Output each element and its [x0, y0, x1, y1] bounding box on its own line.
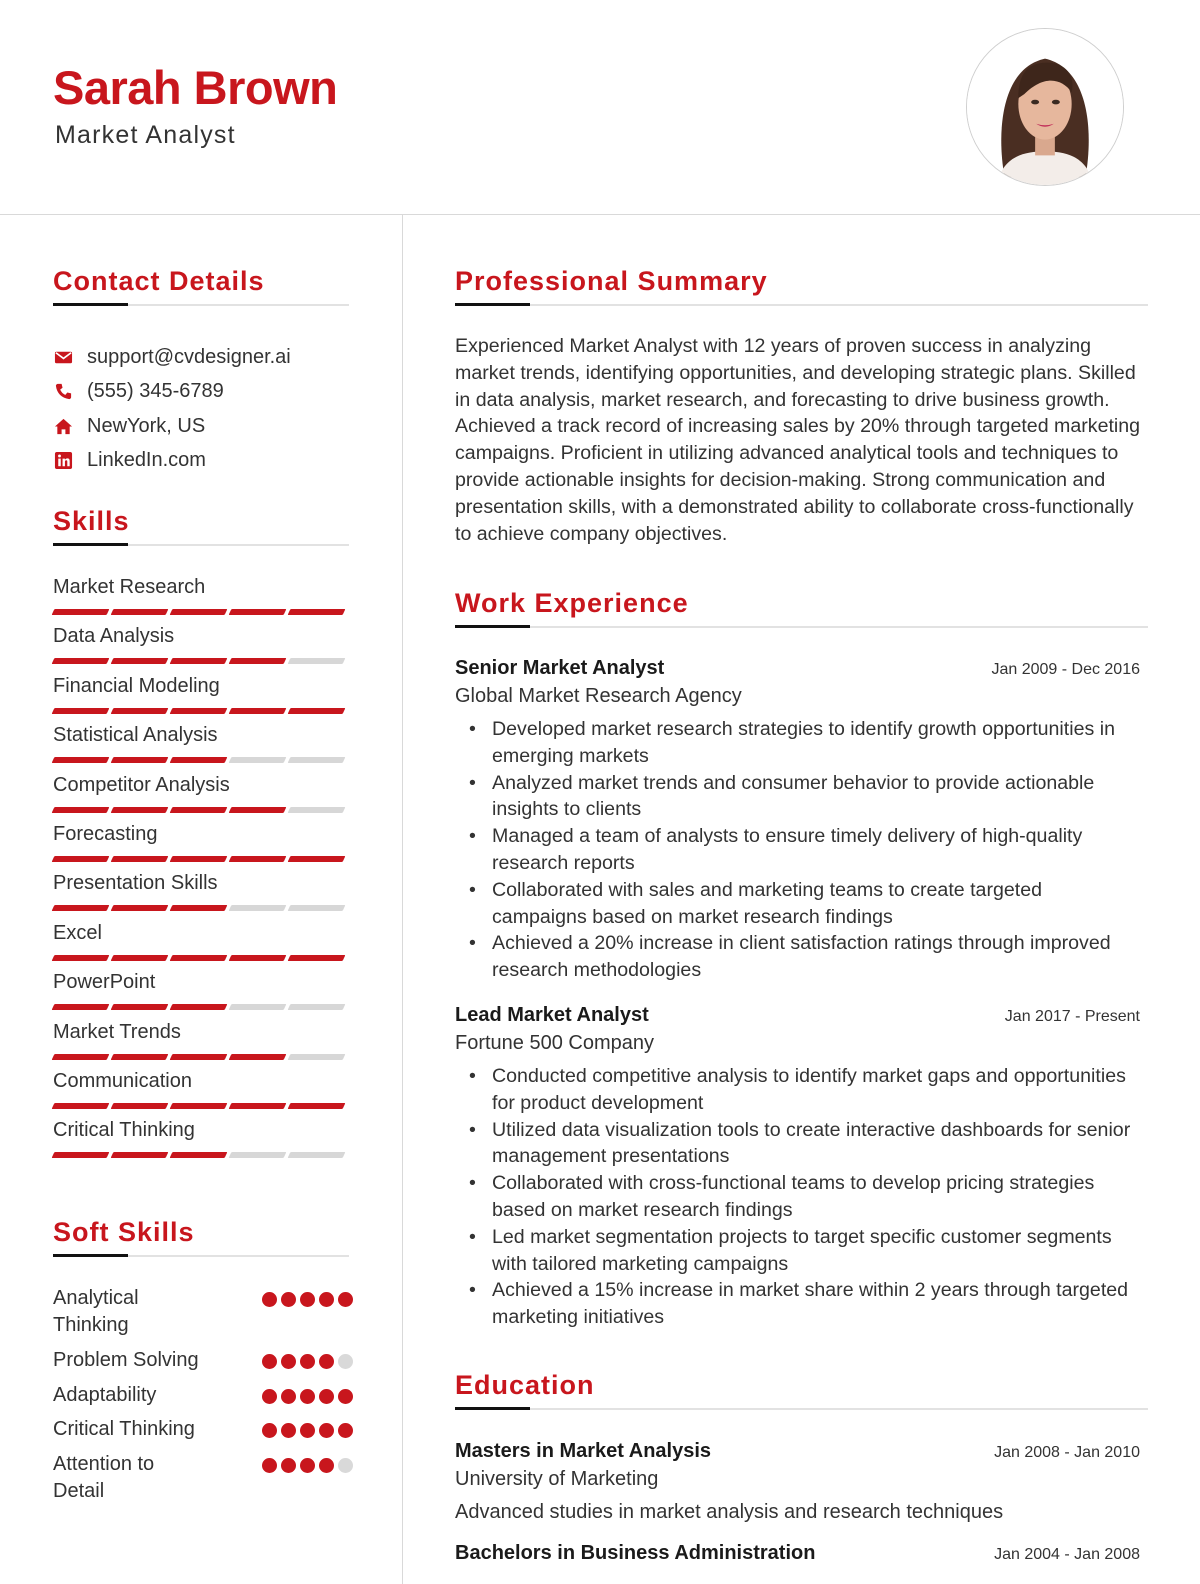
rating-dot [281, 1458, 296, 1473]
skill-level-segment [229, 1152, 287, 1158]
skill-level-segment [288, 1152, 346, 1158]
rating-dot [319, 1354, 334, 1369]
job-bullet: • Achieved a 20% increase in client satisfaction ratings through improved research methodologies [455, 930, 1140, 984]
job-bullet: • Managed a team of analysts to ensure timely delivery of high-quality research reports [455, 823, 1140, 877]
education-section-title: Education [455, 1370, 595, 1400]
home-icon [53, 416, 73, 436]
skill-level-segment [288, 708, 346, 714]
soft-skill-name: Problem Solving [53, 1349, 199, 1371]
skill-level-segment [111, 1152, 169, 1158]
skill-level-segment [229, 905, 287, 911]
contact-email-row [53, 340, 353, 375]
job-bullet: • Led market segmentation projects to target specific customer segments with tailored marketing campaigns [455, 1224, 1140, 1278]
job-entry [455, 657, 1140, 984]
skill-level-segment [229, 1054, 287, 1060]
soft-skill-row [53, 1416, 353, 1451]
skill-level-bar [53, 609, 349, 615]
skill-name: Financial Modeling [53, 674, 220, 697]
rating-dot [319, 1292, 334, 1307]
job-bullet: • Collaborated with cross-functional teams to develop pricing strategies based on market research findings [455, 1170, 1140, 1224]
skill-item [53, 675, 349, 724]
skill-level-segment [229, 609, 287, 615]
job-company: Fortune 500 Company [455, 1032, 655, 1054]
skill-level-segment [170, 658, 228, 664]
skill-level-segment [111, 1103, 169, 1109]
rating-dot [319, 1423, 334, 1438]
skill-item [53, 774, 349, 823]
rating-dot [319, 1458, 334, 1473]
skill-name: Critical Thinking [53, 1119, 195, 1142]
skill-level-segment [52, 955, 110, 961]
soft-skill-name: Attention to Detail [53, 1452, 155, 1502]
skill-level-segment [288, 1004, 346, 1010]
skill-level-bar [53, 905, 349, 911]
job-bullet: • Collaborated with sales and marketing teams to create targeted campaigns based on market research findings [455, 877, 1140, 931]
soft-skills-section-title: Soft Skills [53, 1217, 195, 1247]
contact-section-title: Contact Details [53, 266, 265, 296]
skill-level-segment [170, 955, 228, 961]
skill-name: Forecasting [53, 822, 158, 845]
rating-dot [300, 1389, 315, 1404]
resume-header [0, 0, 1200, 215]
skill-item [53, 625, 349, 674]
job-bullet: • Analyzed market trends and consumer behavior to provide actionable insights to clients [455, 770, 1140, 824]
skill-item [53, 724, 349, 773]
skill-name: PowerPoint [53, 971, 156, 994]
skill-name: Communication [53, 1069, 192, 1092]
skill-level-segment [111, 1054, 169, 1060]
skill-level-bar [53, 1054, 349, 1060]
skill-level-segment [52, 658, 110, 664]
skill-level-segment [229, 757, 287, 763]
skill-level-segment [170, 1054, 228, 1060]
soft-skill-name: Critical Thinking [53, 1418, 195, 1440]
skill-item [53, 1021, 349, 1070]
skill-level-segment [111, 658, 169, 664]
skill-level-segment [111, 955, 169, 961]
rating-dot [262, 1423, 277, 1438]
job-bullet: • Utilized data visualization tools to create interactive dashboards for senior management presentations [455, 1117, 1140, 1171]
soft-skill-row [53, 1451, 353, 1513]
skill-level-bar [53, 807, 349, 813]
skill-level-bar [53, 658, 349, 664]
education-description: Advanced studies in market analysis and research techniques [455, 1501, 1004, 1523]
job-bullet: • Conducted competitive analysis to identify market gaps and opportunities for product development [455, 1063, 1140, 1117]
contact-linkedin[interactable]: LinkedIn.com [87, 449, 206, 472]
rating-dot [300, 1458, 315, 1473]
skill-level-segment [52, 856, 110, 862]
skill-level-segment [288, 757, 346, 763]
skill-item [53, 971, 349, 1020]
contact-linkedin-row [53, 444, 353, 479]
skill-level-segment [52, 708, 110, 714]
job-bullets [455, 1063, 1140, 1331]
skill-name: Data Analysis [53, 625, 175, 648]
contact-location: NewYork, US [87, 414, 206, 437]
summary-section-rule [455, 304, 1148, 306]
soft-skill-rating [262, 1389, 353, 1404]
education-entry [455, 1542, 1140, 1565]
rating-dot [262, 1389, 277, 1404]
rating-dot [300, 1354, 315, 1369]
soft-skills-section-rule [53, 1255, 349, 1257]
contact-phone[interactable]: (555) 345-6789 [87, 380, 224, 403]
skill-level-segment [229, 658, 287, 664]
school-name: University of Marketing [455, 1468, 659, 1490]
rating-dot [262, 1292, 277, 1307]
skill-level-bar [53, 1004, 349, 1010]
rating-dot [319, 1389, 334, 1404]
skill-level-segment [111, 609, 169, 615]
skill-level-segment [52, 807, 110, 813]
envelope-icon [53, 347, 73, 367]
skill-item [53, 922, 349, 971]
skill-level-bar [53, 856, 349, 862]
skill-item [53, 823, 349, 872]
summary-text: Experienced Market Analyst with 12 years of proven success in analyzing market trends, identifying opportunities, and developing strategic plans. Skilled in data analysis, market research, and forecasting to drive business growth. Achieved a track record of increasing sales by 20% through targeted marketing campaigns. Proficient in utilizing advanced analytical tools and techniques to provide actionable insights for decision-making. Strong communication and presentation skills, with a demonstrated ability to collaborate cross-functionally to achieve company objectives. [455, 335, 1141, 545]
skill-level-segment [52, 1054, 110, 1060]
skill-name: Presentation Skills [53, 872, 218, 895]
column-divider [402, 215, 403, 1584]
skill-level-segment [170, 1103, 228, 1109]
soft-skill-rating [262, 1292, 353, 1307]
skills-section-title: Skills [53, 506, 130, 536]
skill-item [53, 1119, 349, 1168]
soft-skill-rating [262, 1354, 353, 1369]
soft-skill-row [53, 1347, 353, 1382]
soft-skill-name: Adaptability [53, 1383, 157, 1406]
rating-dot [262, 1354, 277, 1369]
skill-level-segment [52, 609, 110, 615]
skill-level-segment [52, 1004, 110, 1010]
skill-level-bar [53, 1152, 349, 1158]
contact-section-rule [53, 304, 349, 306]
summary-section-title: Professional Summary [455, 266, 768, 296]
contact-list [53, 340, 353, 478]
rating-dot [338, 1354, 353, 1369]
job-title: Lead Market Analyst [455, 1004, 649, 1026]
job-entry [455, 1004, 1140, 1331]
rating-dot [262, 1458, 277, 1473]
skill-level-segment [229, 955, 287, 961]
skill-level-segment [229, 807, 287, 813]
skill-level-segment [229, 708, 287, 714]
skill-name: Statistical Analysis [53, 724, 218, 747]
rating-dot [300, 1423, 315, 1438]
skill-level-segment [170, 757, 228, 763]
skill-level-segment [111, 856, 169, 862]
skill-level-segment [111, 807, 169, 813]
job-bullets [455, 716, 1140, 984]
soft-skill-row [53, 1285, 353, 1347]
rating-dot [338, 1292, 353, 1307]
skill-level-segment [288, 1103, 346, 1109]
skills-list [53, 576, 349, 1169]
soft-skill-name: Analytical Thinking [53, 1287, 139, 1336]
education-dates: Jan 2004 - Jan 2008 [994, 1546, 1140, 1563]
job-dates: Jan 2009 - Dec 2016 [991, 661, 1140, 678]
skill-level-bar [53, 1103, 349, 1109]
degree-title: Bachelors in Business Administration [455, 1542, 816, 1564]
work-section-title: Work Experience [455, 588, 689, 618]
rating-dot [300, 1292, 315, 1307]
skill-level-segment [170, 807, 228, 813]
skill-level-segment [170, 905, 228, 911]
skill-level-segment [229, 1004, 287, 1010]
skill-level-segment [288, 856, 346, 862]
rating-dot [338, 1423, 353, 1438]
phone-icon [53, 382, 73, 402]
job-dates: Jan 2017 - Present [1004, 1008, 1140, 1025]
skill-level-segment [52, 1103, 110, 1109]
education-section-rule [455, 1408, 1148, 1410]
job-title: Senior Market Analyst [455, 657, 665, 679]
skill-item [53, 576, 349, 625]
rating-dot [281, 1423, 296, 1438]
job-company: Global Market Research Agency [455, 685, 742, 707]
contact-location-row [53, 409, 353, 444]
skill-level-segment [52, 757, 110, 763]
skill-level-segment [170, 609, 228, 615]
skill-level-segment [229, 1103, 287, 1109]
skill-item [53, 872, 349, 921]
profile-photo [966, 28, 1124, 186]
skill-level-segment [288, 658, 346, 664]
skill-level-bar [53, 708, 349, 714]
skill-level-segment [170, 1152, 228, 1158]
contact-email[interactable]: support@cvdesigner.ai [87, 345, 291, 368]
job-bullet: • Developed market research strategies to identify growth opportunities in emerging markets [455, 716, 1140, 770]
skill-level-segment [52, 1152, 110, 1158]
skill-level-segment [288, 1054, 346, 1060]
skill-name: Excel [53, 921, 102, 944]
skill-name: Competitor Analysis [53, 773, 230, 796]
skill-level-segment [229, 856, 287, 862]
skill-name: Market Research [53, 576, 206, 598]
candidate-title: Market Analyst [55, 121, 236, 149]
education-dates: Jan 2008 - Jan 2010 [994, 1444, 1140, 1461]
rating-dot [281, 1389, 296, 1404]
skill-level-segment [170, 708, 228, 714]
skill-level-bar [53, 757, 349, 763]
skill-level-segment [111, 757, 169, 763]
degree-title: Masters in Market Analysis [455, 1440, 712, 1462]
soft-skill-rating [262, 1458, 353, 1473]
skill-level-segment [288, 807, 346, 813]
skill-level-segment [170, 856, 228, 862]
skill-level-segment [52, 905, 110, 911]
skill-level-bar [53, 955, 349, 961]
rating-dot [338, 1458, 353, 1473]
skills-section-rule [53, 544, 349, 546]
skill-level-segment [111, 1004, 169, 1010]
soft-skill-row [53, 1382, 353, 1417]
soft-skills-list [53, 1285, 353, 1513]
education-entry [455, 1440, 1140, 1524]
skill-item [53, 1070, 349, 1119]
skill-level-segment [288, 955, 346, 961]
skill-name: Market Trends [53, 1020, 181, 1043]
skill-level-segment [288, 609, 346, 615]
candidate-name: Sarah Brown [53, 61, 338, 114]
work-section-rule [455, 626, 1148, 628]
skill-level-segment [111, 708, 169, 714]
skill-level-segment [288, 905, 346, 911]
job-bullet: • Achieved a 15% increase in market share within 2 years through targeted marketing initiatives [455, 1277, 1140, 1331]
skill-level-segment [111, 905, 169, 911]
rating-dot [281, 1292, 296, 1307]
soft-skill-rating [262, 1423, 353, 1438]
rating-dot [281, 1354, 296, 1369]
rating-dot [338, 1389, 353, 1404]
linkedin-icon [53, 451, 73, 471]
skill-level-segment [170, 1004, 228, 1010]
contact-phone-row [53, 375, 353, 410]
